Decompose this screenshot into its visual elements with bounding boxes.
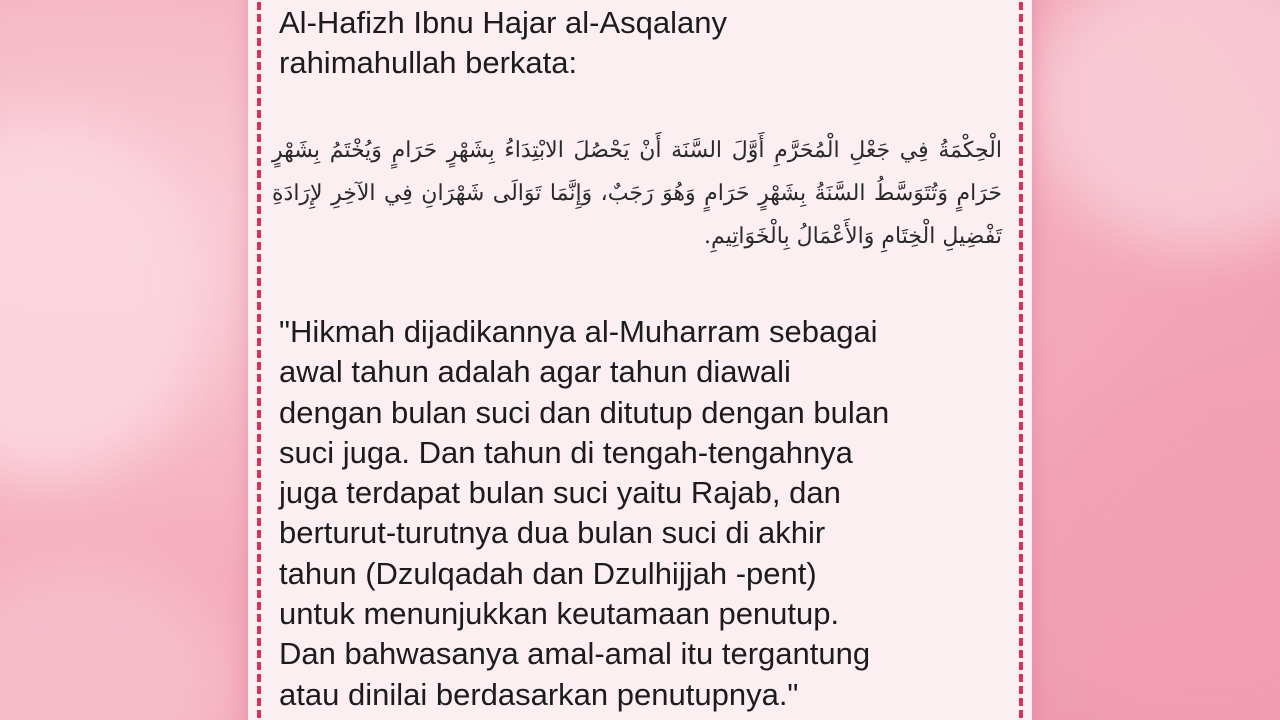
translation-text: "Hikmah dijadikannya al-Muharram sebagai awal tahun adalah agar tahun diawali dengan bulan suci dan ditutup dengan bulan suci juga. Dan tahun di tengah-tengahnya juga terdapat bulan suci yaitu Rajab, dan berturut-turutnya dua bulan suci di akhir tahun (Dzulqadah dan Dzulhijjah -pent) untuk menunjukkan keutamaan penutup. Dan bahwasanya amal-amal itu tergantung atau dinilai berdasarkan penutupnya." <box>279 314 890 712</box>
quote-heading: Al-Hafizh Ibnu Hajar al-Asqalany rahimahullah berkata: <box>279 5 727 80</box>
background-glow-left-bottom <box>0 560 240 720</box>
background-glow-left <box>0 120 210 480</box>
quote-card <box>248 0 1032 720</box>
background-glow-right-bottom <box>1040 380 1280 720</box>
left-dashed-border <box>257 0 261 720</box>
right-dashed-border <box>1019 0 1023 720</box>
arabic-quote: الْحِكْمَةُ فِي جَعْلِ الْمُحَرَّمِ أَوَّلَ السَّنَة أَنْ يَحْصُلَ الابْتِدَاءُ بِشَهْرٍ حَرَامٍ وَيُخْتَمُ بِشَهْرٍ حَرَامٍ وَتُتَوَسَّطُ السَّنَةُ بِشَهْرٍ حَرَامٍ وَهُوَ رَجَبٌ، وَإِنَّمَا تَوَالَى شَهْرَانِ فِي الآخِرِ لإِرَادَةِ تَفْضِيلِ الْخِتَامِ وَالأَعْمَالُ بِالْخَوَاتِيمِ. <box>272 138 1002 249</box>
background-glow-right <box>1030 0 1280 250</box>
